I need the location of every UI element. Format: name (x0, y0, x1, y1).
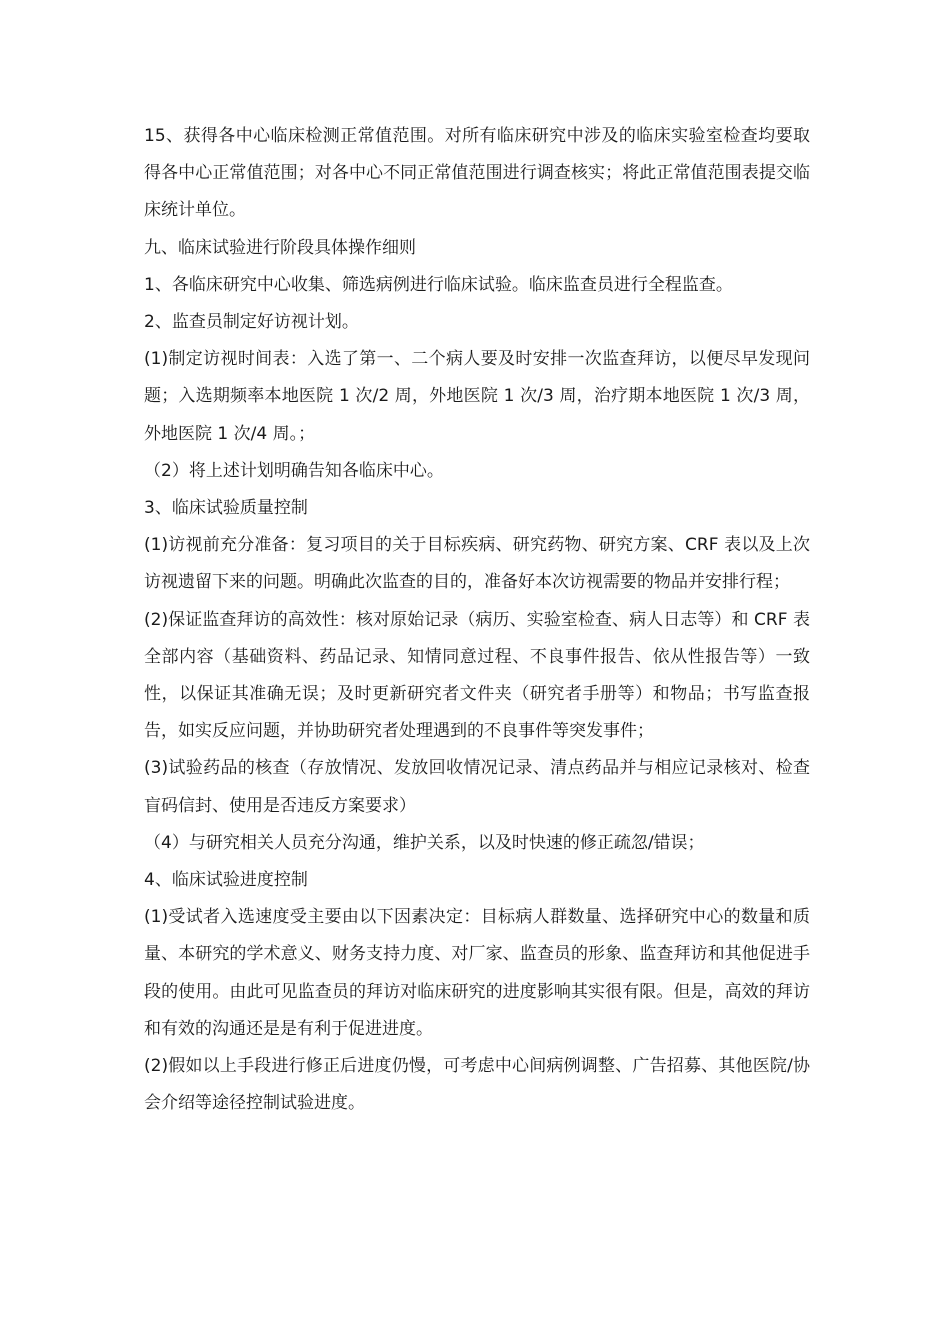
paragraph-item-2-sub-2: （2）将上述计划明确告知各临床中心。 (144, 460, 444, 481)
paragraph-item-3-sub-2: (2)保证监查拜访的高效性：核对原始记录（病历、实验室检查、病人日志等）和 CRF 表全部内容（基础资料、药品记录、知情同意过程、不良事件报告、依从性报告等）一致性，以保证其准确无误；及时更新研究者文件夹（研究者手册等）和物品；书写监查报告，如实反应问题，并协助研究者处理遇到的不良事件等突发事件； (144, 609, 810, 742)
section-heading-nine: 九、临床试验进行阶段具体操作细则 (144, 237, 416, 258)
paragraph-item-3-sub-4: （4）与研究相关人员充分沟通，维护关系，以及时快速的修正疏忽/错误； (144, 832, 705, 853)
paragraph-item-2-sub-1: (1)制定访视时间表：入选了第一、二个病人要及时安排一次监查拜访，以便尽早发现问题；入选期频率本地医院 1 次/2 周，外地医院 1 次/3 周，治疗期本地医院 1 次/3 周，外地医院 1 次/4 周。； (144, 349, 810, 444)
paragraph-item-4-sub-2: (2)假如以上手段进行修正后进度仍慢，可考虑中心间病例调整、广告招募、其他医院/协会介绍等途径控制试验进度。 (144, 1056, 810, 1114)
paragraph-item-4-sub-1: (1)受试者入选速度受主要由以下因素决定：目标病人群数量、选择研究中心的数量和质量、本研究的学术意义、财务支持力度、对厂家、监查员的形象、监查拜访和其他促进手段的使用。由此可见监查员的拜访对临床研究的进度影响其实很有限。但是，高效的拜访和有效的沟通还是是有利于促进进度。 (144, 907, 810, 1039)
document-body (144, 118, 810, 1122)
paragraph-item-1: 1、各临床研究中心收集、筛选病例进行临床试验。临床监查员进行全程监查。 (144, 274, 733, 295)
paragraph-item-3: 3、临床试验质量控制 (144, 498, 308, 519)
paragraph-normal-range: 15、获得各中心临床检测正常值范围。对所有临床研究中涉及的临床实验室检查均要取得各中心正常值范围；对各中心不同正常值范围进行调查核实；将此正常值范围表提交临床统计单位。 (144, 126, 810, 221)
paragraph-item-4: 4、临床试验进度控制 (144, 870, 308, 891)
paragraph-item-3-sub-1: (1)访视前充分准备：复习项目的关于目标疾病、研究药物、研究方案、CRF 表以及上次访视遗留下来的问题。明确此次监查的目的，准备好本次访视需要的物品并安排行程； (144, 535, 810, 593)
paragraph-item-2: 2、监查员制定好访视计划。 (144, 312, 359, 333)
paragraph-item-3-sub-3: (3)试验药品的核查（存放情况、发放回收情况记录、清点药品并与相应记录核对、检查盲码信封、使用是否违反方案要求） (144, 758, 810, 816)
